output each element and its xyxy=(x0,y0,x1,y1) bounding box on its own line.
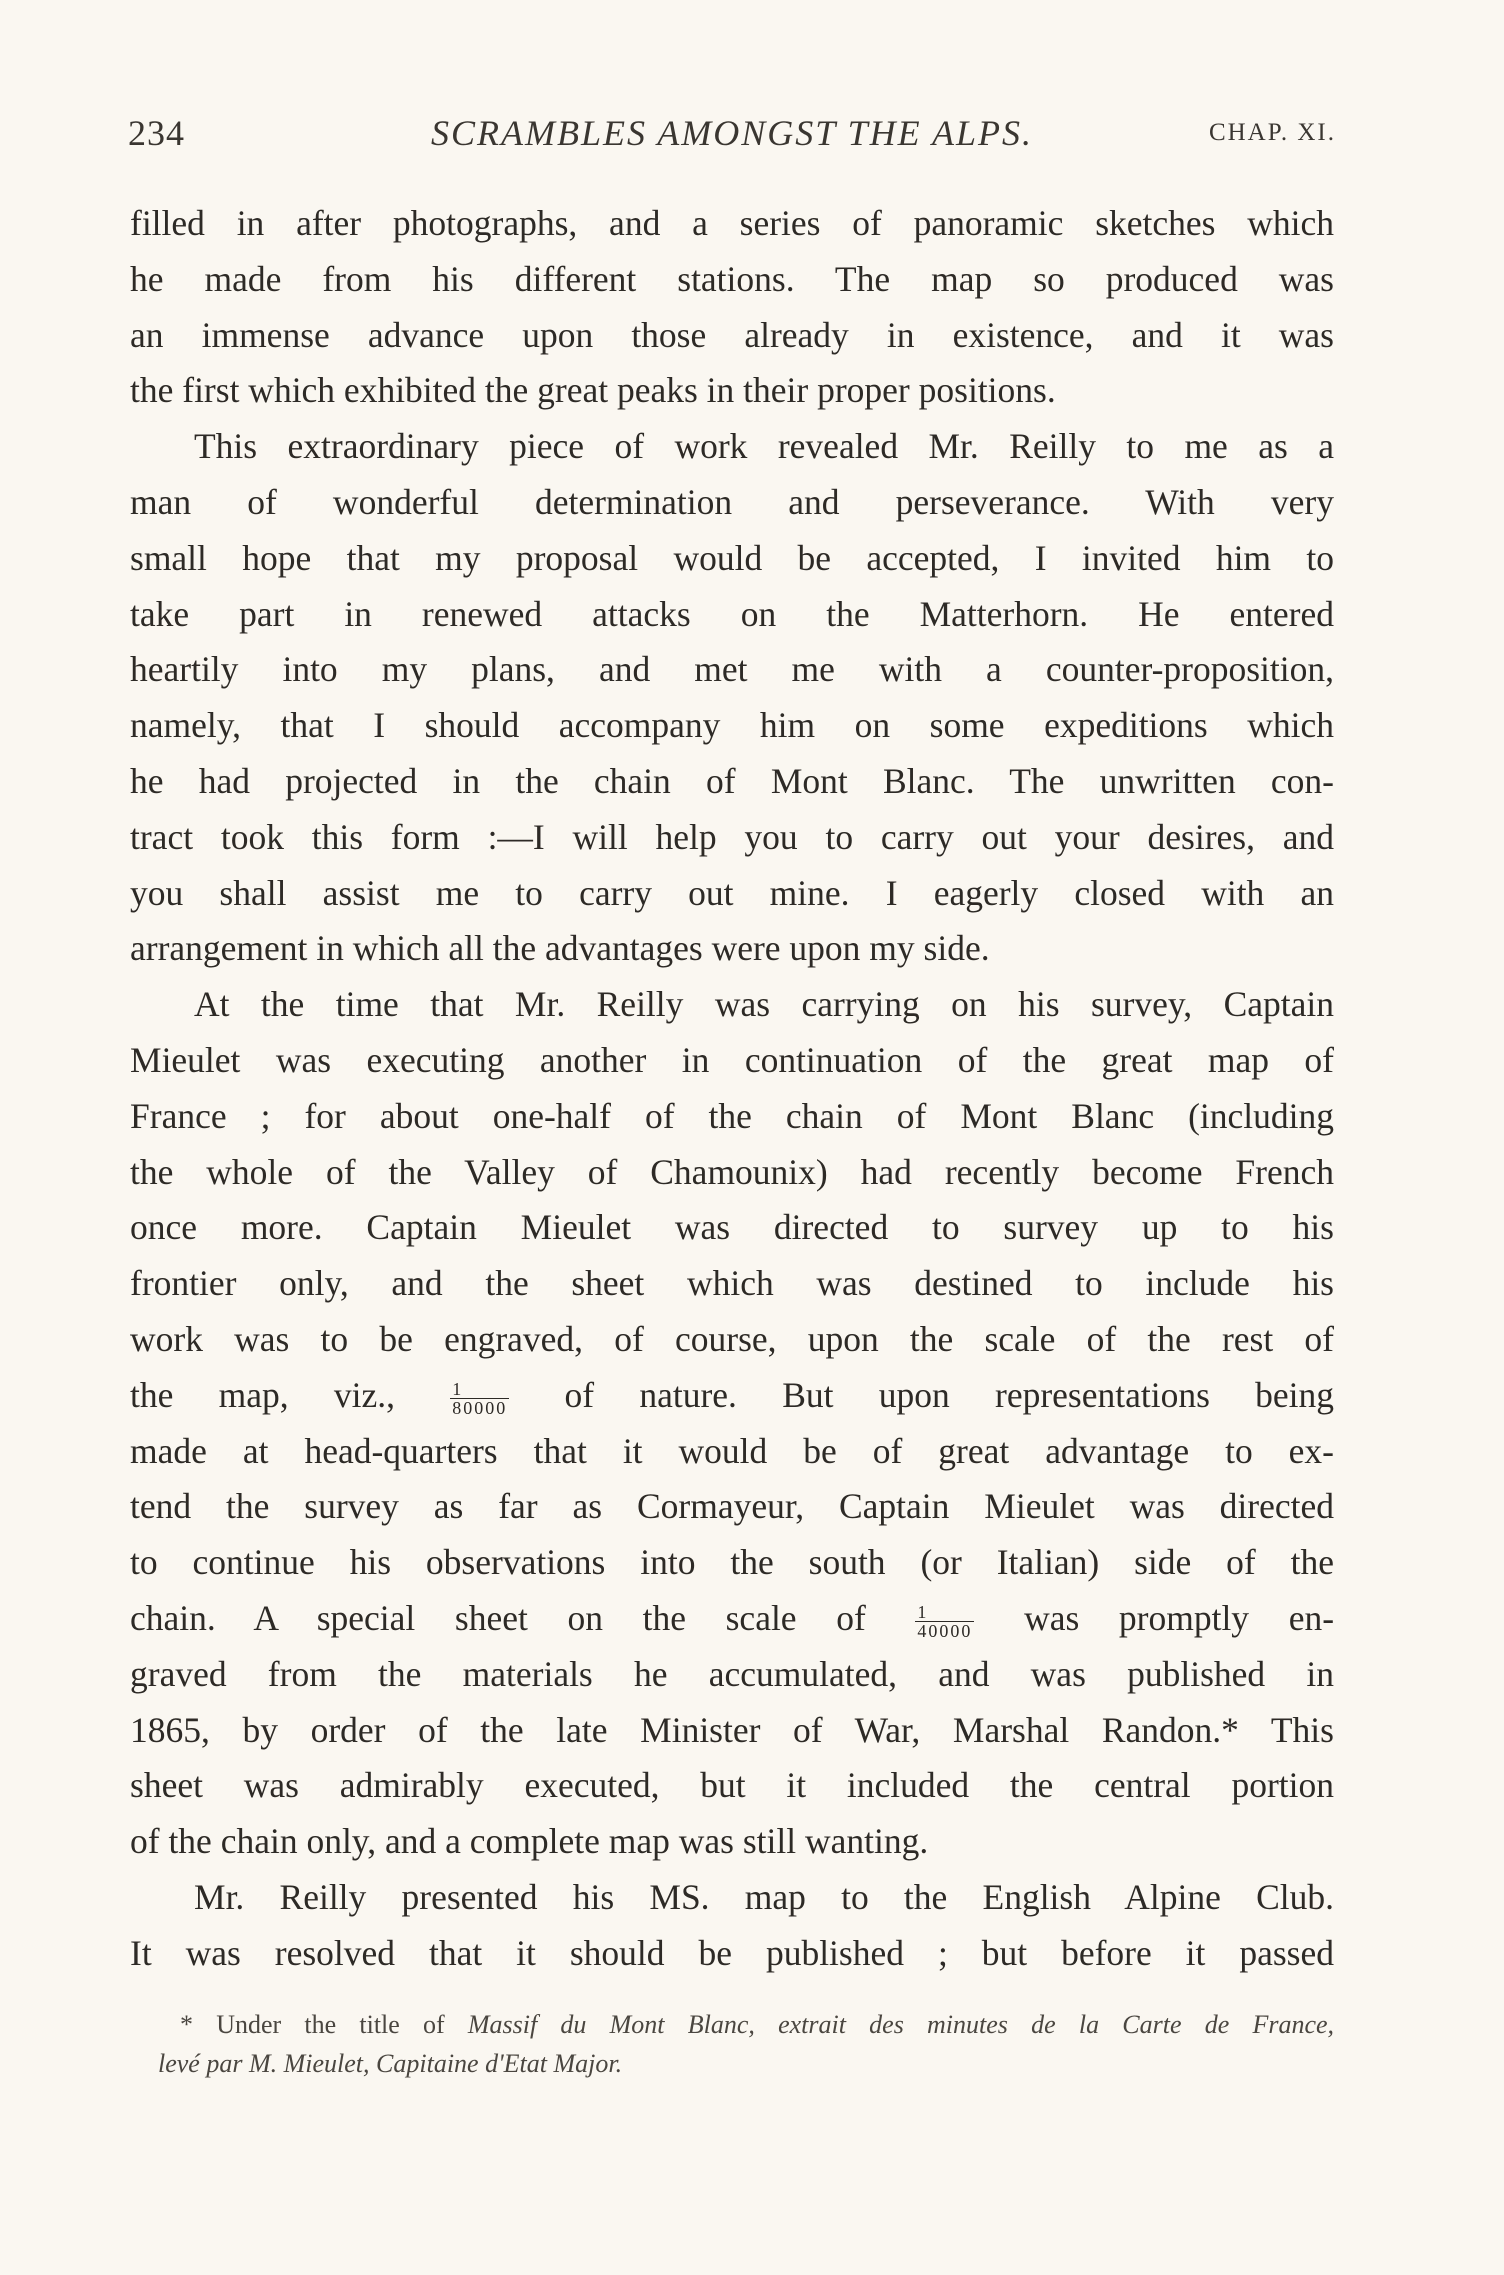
text-line: 1865, by order of the late Minister of War, Marshal Randon.* This xyxy=(130,1709,1334,1750)
footnote-title: Massif du Mont Blanc, extrait des minutes de la Carte de France, xyxy=(467,2010,1335,2039)
text-line-with-fraction xyxy=(130,1591,1334,1647)
text-line: he made from his different stations. The map so produced was xyxy=(130,258,1334,299)
text-line: man of wonderful determination and perseverance. With very xyxy=(130,481,1334,522)
line-text-after: was promptly en- xyxy=(1024,1597,1335,1638)
fraction-numerator: 1 xyxy=(915,1603,974,1622)
line-text-after: of nature. But upon representations being xyxy=(564,1374,1335,1415)
text-line: tend the survey as far as Cormayeur, Captain Mieulet was directed xyxy=(130,1486,1334,1527)
text-line: This extraordinary piece of work revealed Mr. Reilly to me as a xyxy=(194,426,1334,467)
text-line: tract took this form :—I will help you to carry out your desires, and xyxy=(130,816,1334,857)
footnote xyxy=(152,2005,1334,2083)
running-head xyxy=(128,108,1336,158)
text-line: he had projected in the chain of Mont Blanc. The unwritten con- xyxy=(130,760,1334,801)
running-title: SCRAMBLES AMONGST THE ALPS. xyxy=(430,113,1034,153)
footnote-line xyxy=(152,2005,1334,2044)
text-line: It was resolved that it should be published ; but before it passed xyxy=(130,1932,1334,1973)
chapter-label: CHAP. XI. xyxy=(1208,119,1336,146)
footnote-title-continued: levé par M. Mieulet, Capitaine d'Etat Major. xyxy=(158,2049,623,2078)
text-line: namely, that I should accompany him on some expeditions which xyxy=(130,705,1334,746)
text-line: the whole of the Valley of Chamounix) had recently become French xyxy=(130,1151,1334,1192)
text-line: the first which exhibited the great peaks in their proper positions. xyxy=(130,370,1056,411)
body-text xyxy=(130,196,1334,1982)
text-line: work was to be engraved, of course, upon the scale of the rest of xyxy=(130,1318,1334,1359)
scale-fraction xyxy=(450,1380,509,1417)
text-line: filled in after photographs, and a series of panoramic sketches which xyxy=(130,203,1334,243)
fraction-denominator: 80000 xyxy=(452,1398,508,1419)
text-line: small hope that my proposal would be accepted, I invited him to xyxy=(130,537,1334,578)
text-line: sheet was admirably executed, but it included the central portion xyxy=(130,1765,1334,1806)
scale-fraction xyxy=(915,1603,974,1640)
footnote-line xyxy=(152,2044,1334,2083)
footnote-marker: * xyxy=(180,2010,193,2039)
text-line: At the time that Mr. Reilly was carrying on his survey, Captain xyxy=(194,984,1334,1025)
text-line: to continue his observations into the south (or Italian) side of the xyxy=(130,1542,1334,1583)
text-line: arrangement in which all the advantages were upon my side. xyxy=(130,928,990,969)
text-line: graved from the materials he accumulated, and was published in xyxy=(130,1653,1334,1694)
text-line: frontier only, and the sheet which was destined to include his xyxy=(130,1263,1334,1304)
footnote-lead: Under the title of xyxy=(216,2010,445,2039)
text-line: once more. Captain Mieulet was directed to survey up to his xyxy=(130,1207,1334,1248)
page-number: 234 xyxy=(128,113,185,153)
text-line-with-fraction xyxy=(130,1368,1334,1424)
text-line: France ; for about one-half of the chain of Mont Blanc (including xyxy=(130,1095,1334,1136)
text-line: Mieulet was executing another in continuation of the great map of xyxy=(130,1039,1334,1080)
text-line: heartily into my plans, and met me with a counter-proposition, xyxy=(130,649,1334,690)
text-line: an immense advance upon those already in existence, and it was xyxy=(130,314,1334,355)
fraction-numerator: 1 xyxy=(450,1380,509,1399)
fraction-denominator: 40000 xyxy=(917,1621,973,1642)
text-line: of the chain only, and a complete map was still wanting. xyxy=(130,1821,929,1862)
line-text-before: chain. A special sheet on the scale of xyxy=(130,1597,866,1638)
text-line: take part in renewed attacks on the Matterhorn. He entered xyxy=(130,593,1334,634)
text-line: made at head-quarters that it would be of great advantage to ex- xyxy=(130,1430,1334,1471)
text-line: you shall assist me to carry out mine. I eagerly closed with an xyxy=(130,872,1334,913)
line-text-before: the map, viz., xyxy=(130,1374,395,1415)
text-line: Mr. Reilly presented his MS. map to the English Alpine Club. xyxy=(194,1876,1334,1917)
